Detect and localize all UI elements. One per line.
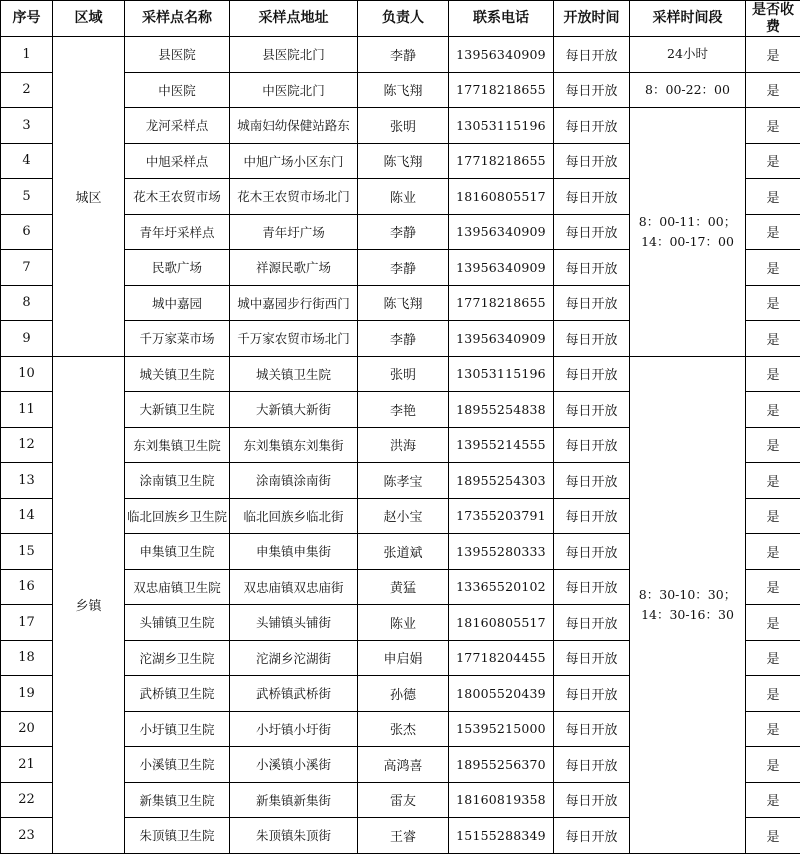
contact-phone: 17718218655: [449, 143, 554, 179]
fee-flag: 是: [746, 108, 800, 144]
site-address: 临北回族乡临北街: [230, 498, 358, 534]
contact-person: 雷友: [358, 782, 449, 818]
open-schedule: 每日开放: [554, 250, 630, 286]
time-slot-cell: [630, 72, 746, 108]
contact-person: 陈飞翔: [358, 72, 449, 108]
contact-person: 张明: [358, 356, 449, 392]
site-address: 青年圩广场: [230, 214, 358, 250]
contact-person: 洪海: [358, 427, 449, 463]
contact-person: 张明: [358, 108, 449, 144]
contact-person: 赵小宝: [358, 498, 449, 534]
header-no: 序号: [1, 1, 53, 37]
site-address: 头铺镇头铺街: [230, 605, 358, 641]
contact-phone: 13956340909: [449, 250, 554, 286]
row-number: 18: [1, 640, 53, 676]
fee-flag: 是: [746, 569, 800, 605]
fee-flag: 是: [746, 285, 800, 321]
contact-phone: 13956340909: [449, 321, 554, 357]
site-address: 县医院北门: [230, 37, 358, 73]
row-number: 10: [1, 356, 53, 392]
site-name: 中旭采样点: [125, 143, 230, 179]
fee-flag: 是: [746, 605, 800, 641]
site-address: 武桥镇武桥街: [230, 676, 358, 712]
fee-flag: 是: [746, 747, 800, 783]
header-open-time: 开放时间: [554, 1, 630, 37]
contact-person: 李静: [358, 250, 449, 286]
site-name: 头铺镇卫生院: [125, 605, 230, 641]
contact-person: 李艳: [358, 392, 449, 428]
header-site-name: 采样点名称: [125, 1, 230, 37]
contact-phone: 18160819358: [449, 782, 554, 818]
open-schedule: 每日开放: [554, 37, 630, 73]
site-name: 东刘集镇卫生院: [125, 427, 230, 463]
row-number: 12: [1, 427, 53, 463]
fee-flag: 是: [746, 640, 800, 676]
contact-person: 李静: [358, 321, 449, 357]
fee-flag: 是: [746, 72, 800, 108]
contact-person: 陈业: [358, 179, 449, 215]
contact-person: 黄猛: [358, 569, 449, 605]
contact-phone: 13053115196: [449, 356, 554, 392]
contact-phone: 17718218655: [449, 72, 554, 108]
contact-person: 陈孝宝: [358, 463, 449, 499]
site-name: 龙河采样点: [125, 108, 230, 144]
contact-phone: 18955254838: [449, 392, 554, 428]
fee-flag: 是: [746, 250, 800, 286]
site-address: 城南妇幼保健站路东: [230, 108, 358, 144]
open-schedule: 每日开放: [554, 179, 630, 215]
row-number: 22: [1, 782, 53, 818]
row-number: 4: [1, 143, 53, 179]
contact-person: 李静: [358, 37, 449, 73]
site-address: 朱顶镇朱顶街: [230, 818, 358, 854]
open-schedule: 每日开放: [554, 676, 630, 712]
open-schedule: 每日开放: [554, 747, 630, 783]
site-address: 新集镇新集街: [230, 782, 358, 818]
time-slot-line-2: 14：30-16：30: [641, 606, 734, 622]
open-schedule: 每日开放: [554, 498, 630, 534]
fee-flag: 是: [746, 356, 800, 392]
site-name: 新集镇卫生院: [125, 782, 230, 818]
open-schedule: 每日开放: [554, 427, 630, 463]
fee-flag: 是: [746, 782, 800, 818]
contact-phone: 18160805517: [449, 605, 554, 641]
row-number: 14: [1, 498, 53, 534]
row-number: 7: [1, 250, 53, 286]
contact-phone: 13955214555: [449, 427, 554, 463]
contact-person: 孙德: [358, 676, 449, 712]
open-schedule: 每日开放: [554, 534, 630, 570]
table-row: [1, 356, 800, 392]
site-name: 临北回族乡卫生院: [125, 498, 230, 534]
time-slot-cell: [630, 356, 746, 853]
contact-phone: 18005520439: [449, 676, 554, 712]
row-number: 17: [1, 605, 53, 641]
row-number: 23: [1, 818, 53, 854]
site-address: 涂南镇涂南街: [230, 463, 358, 499]
site-name: 武桥镇卫生院: [125, 676, 230, 712]
site-name: 中医院: [125, 72, 230, 108]
open-schedule: 每日开放: [554, 569, 630, 605]
fee-flag: 是: [746, 179, 800, 215]
site-name: 大新镇卫生院: [125, 392, 230, 428]
contact-phone: 18955254303: [449, 463, 554, 499]
fee-flag: 是: [746, 321, 800, 357]
open-schedule: 每日开放: [554, 463, 630, 499]
open-schedule: 每日开放: [554, 285, 630, 321]
contact-person: 李静: [358, 214, 449, 250]
row-number: 9: [1, 321, 53, 357]
table-row: [1, 37, 800, 73]
header-row: [1, 1, 800, 37]
time-slot-line-1: 8：00-22：00: [645, 81, 730, 97]
header-time-slot: 采样时间段: [630, 1, 746, 37]
open-schedule: 每日开放: [554, 605, 630, 641]
header-region: 区域: [53, 1, 125, 37]
contact-phone: 17355203791: [449, 498, 554, 534]
row-number: 20: [1, 711, 53, 747]
row-number: 6: [1, 214, 53, 250]
fee-flag: 是: [746, 37, 800, 73]
site-address: 城关镇卫生院: [230, 356, 358, 392]
site-address: 申集镇申集街: [230, 534, 358, 570]
contact-person: 申启娟: [358, 640, 449, 676]
contact-person: 陈飞翔: [358, 285, 449, 321]
site-name: 城关镇卫生院: [125, 356, 230, 392]
time-slot-line-2: 14：00-17：00: [641, 233, 734, 249]
row-number: 3: [1, 108, 53, 144]
contact-phone: 13955280333: [449, 534, 554, 570]
header-fee: 是否收费: [746, 1, 800, 37]
row-number: 19: [1, 676, 53, 712]
contact-phone: 17718218655: [449, 285, 554, 321]
contact-phone: 18955256370: [449, 747, 554, 783]
time-slot-cell: [630, 37, 746, 73]
contact-phone: 17718204455: [449, 640, 554, 676]
open-schedule: 每日开放: [554, 143, 630, 179]
site-address: 花木王农贸市场北门: [230, 179, 358, 215]
header-person: 负责人: [358, 1, 449, 37]
site-address: 东刘集镇东刘集街: [230, 427, 358, 463]
contact-person: 张道斌: [358, 534, 449, 570]
fee-flag: 是: [746, 498, 800, 534]
time-slot-line-1: 8：30-10：30；: [638, 586, 737, 602]
site-name: 民歌广场: [125, 250, 230, 286]
site-name: 城中嘉园: [125, 285, 230, 321]
row-number: 13: [1, 463, 53, 499]
site-address: 大新镇大新街: [230, 392, 358, 428]
site-address: 千万家农贸市场北门: [230, 321, 358, 357]
fee-flag: 是: [746, 214, 800, 250]
site-name: 双忠庙镇卫生院: [125, 569, 230, 605]
open-schedule: 每日开放: [554, 108, 630, 144]
fee-flag: 是: [746, 676, 800, 712]
time-slot-line-1: 8：00-11：00；: [638, 213, 737, 229]
site-name: 千万家菜市场: [125, 321, 230, 357]
site-address: 中医院北门: [230, 72, 358, 108]
contact-phone: 13956340909: [449, 214, 554, 250]
open-schedule: 每日开放: [554, 321, 630, 357]
header-phone: 联系电话: [449, 1, 554, 37]
contact-person: 陈飞翔: [358, 143, 449, 179]
open-schedule: 每日开放: [554, 640, 630, 676]
region-cell: 城区: [53, 37, 125, 357]
contact-person: 张杰: [358, 711, 449, 747]
open-schedule: 每日开放: [554, 818, 630, 854]
contact-phone: 13956340909: [449, 37, 554, 73]
open-schedule: 每日开放: [554, 356, 630, 392]
open-schedule: 每日开放: [554, 782, 630, 818]
contact-phone: 13053115196: [449, 108, 554, 144]
row-number: 8: [1, 285, 53, 321]
contact-phone: 15155288349: [449, 818, 554, 854]
site-name: 花木王农贸市场: [125, 179, 230, 215]
site-name: 朱顶镇卫生院: [125, 818, 230, 854]
fee-flag: 是: [746, 143, 800, 179]
open-schedule: 每日开放: [554, 72, 630, 108]
fee-flag: 是: [746, 463, 800, 499]
site-address: 小圩镇小圩街: [230, 711, 358, 747]
header-site-address: 采样点地址: [230, 1, 358, 37]
site-address: 双忠庙镇双忠庙街: [230, 569, 358, 605]
site-address: 城中嘉园步行街西门: [230, 285, 358, 321]
contact-phone: 15395215000: [449, 711, 554, 747]
fee-flag: 是: [746, 534, 800, 570]
fee-flag: 是: [746, 427, 800, 463]
region-cell: 乡镇: [53, 356, 125, 853]
open-schedule: 每日开放: [554, 392, 630, 428]
contact-person: 陈业: [358, 605, 449, 641]
row-number: 16: [1, 569, 53, 605]
row-number: 11: [1, 392, 53, 428]
site-address: 祥源民歌广场: [230, 250, 358, 286]
contact-phone: 18160805517: [449, 179, 554, 215]
fee-flag: 是: [746, 392, 800, 428]
row-number: 1: [1, 37, 53, 73]
row-number: 2: [1, 72, 53, 108]
fee-flag: 是: [746, 818, 800, 854]
time-slot-line-1: 24小时: [667, 46, 708, 62]
site-address: 沱湖乡沱湖街: [230, 640, 358, 676]
site-name: 县医院: [125, 37, 230, 73]
fee-flag: 是: [746, 711, 800, 747]
site-name: 青年圩采样点: [125, 214, 230, 250]
site-name: 涂南镇卫生院: [125, 463, 230, 499]
contact-person: 王睿: [358, 818, 449, 854]
row-number: 5: [1, 179, 53, 215]
site-name: 申集镇卫生院: [125, 534, 230, 570]
site-name: 沱湖乡卫生院: [125, 640, 230, 676]
row-number: 15: [1, 534, 53, 570]
contact-phone: 13365520102: [449, 569, 554, 605]
site-address: 小溪镇小溪街: [230, 747, 358, 783]
open-schedule: 每日开放: [554, 711, 630, 747]
site-address: 中旭广场小区东门: [230, 143, 358, 179]
site-name: 小圩镇卫生院: [125, 711, 230, 747]
site-name: 小溪镇卫生院: [125, 747, 230, 783]
time-slot-cell: [630, 108, 746, 357]
contact-person: 高鸿喜: [358, 747, 449, 783]
row-number: 21: [1, 747, 53, 783]
open-schedule: 每日开放: [554, 214, 630, 250]
